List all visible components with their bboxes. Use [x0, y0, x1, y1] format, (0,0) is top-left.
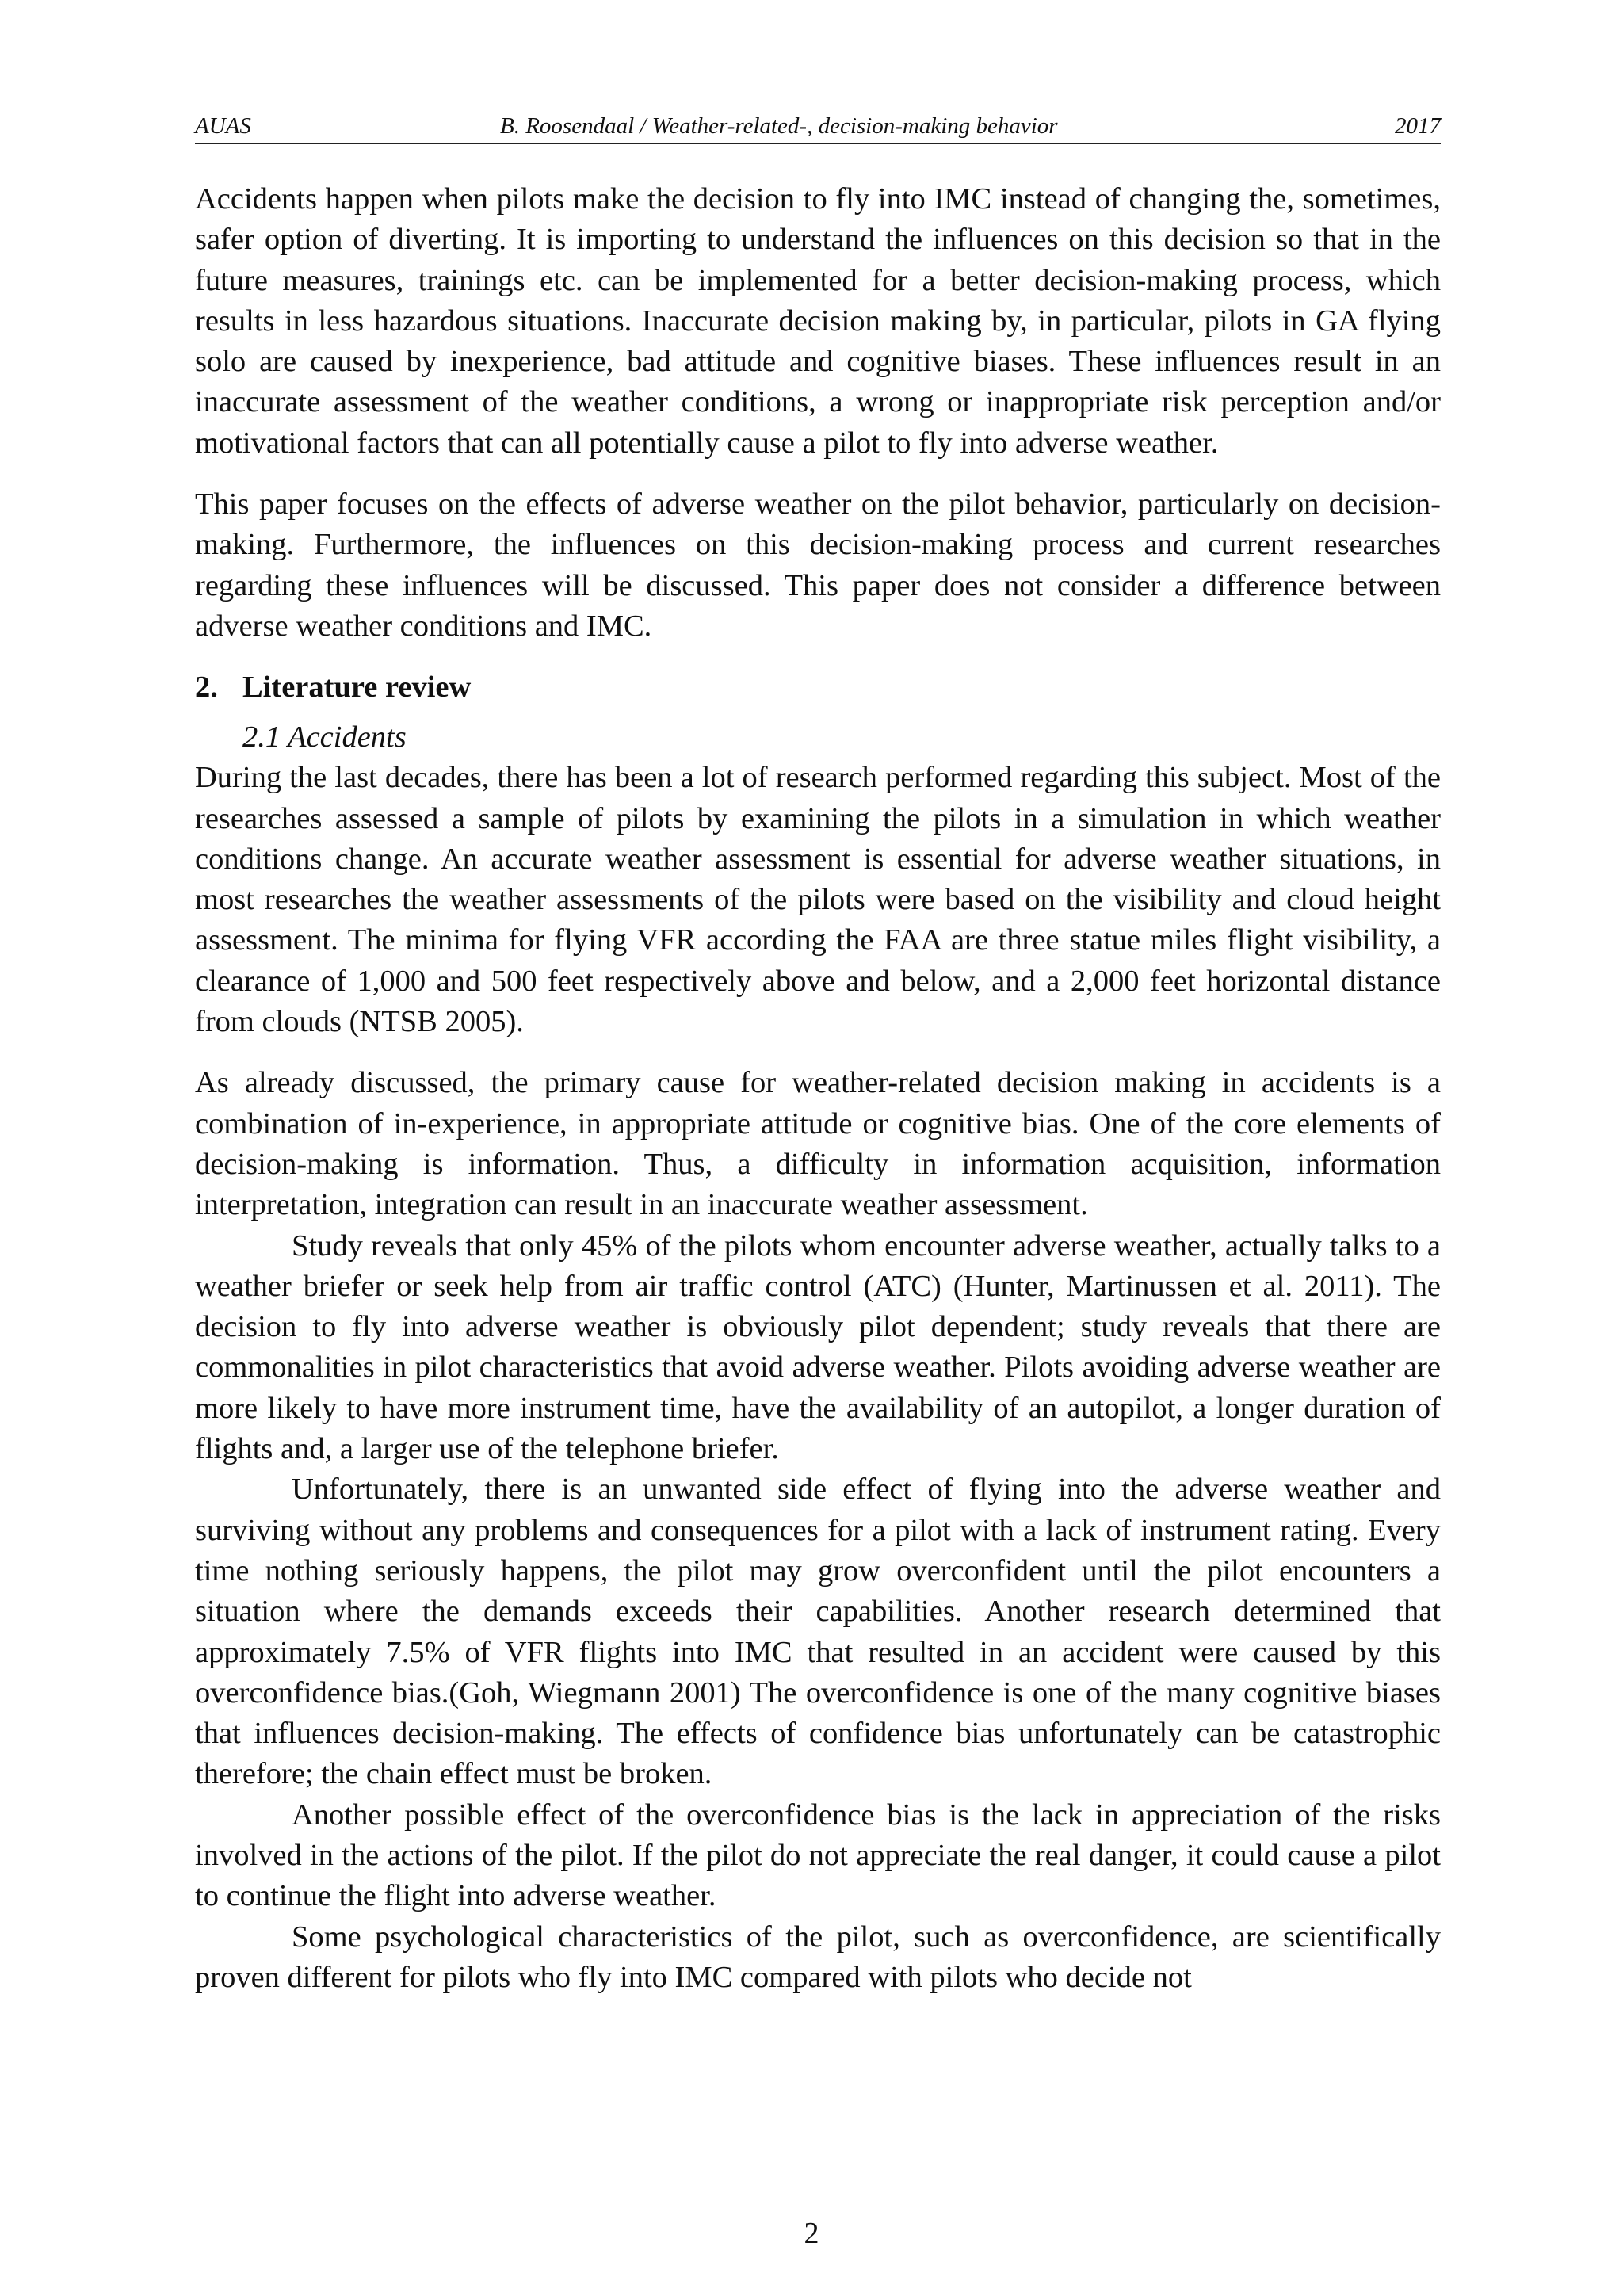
main-content — [195, 179, 1441, 1998]
paragraph-intro-2: This paper focuses on the effects of adverse weather on the pilot behavior, particularly on decision-making. Furthermore, the influences on this decision-making process and current researches regarding these influences will be discussed. This paper does not consider a difference between adverse weather conditions and IMC. — [195, 487, 1441, 643]
paragraph-intro-1: Accidents happen when pilots make the decision to fly into IMC instead of changing the, sometimes, safer option of diverting. It is importing to understand the influences on this decision so that in the future measures, trainings etc. can be implemented for a better decision-making process, which results in less hazardous situations. Inaccurate decision making by, in particular, pilots in GA flying solo are caused by inexperience, bad attitude and cognitive biases. These influences result in an inaccurate assessment of the weather conditions, a wrong or inappropriate risk perception and/or motivational factors that can all potentially cause a pilot to fly into adverse weather. — [195, 182, 1441, 460]
header-year: 2017 — [1395, 113, 1441, 139]
header-author-title: B. Roosendaal / Weather-related-, decision-making behavior — [500, 113, 1058, 139]
header-journal: AUAS — [195, 113, 251, 139]
section-number: 2. — [195, 670, 218, 705]
subsection-heading: 2.1 Accidents — [242, 720, 407, 755]
paragraph-accidents-2: As already discussed, the primary cause for weather-related decision making in accidents is a combination of in-experience, in appropriate attitude or cognitive bias. One of the core elements of decision-making is information. Thus, a difficulty in information acquisition, information interpretation, integration can result in an inaccurate weather assessment. — [195, 1066, 1441, 1222]
paragraph-accidents-1: During the last decades, there has been a lot of research performed regarding this subject. Most of the researches assessed a sample of pilots by examining the pilots in a simulation in which weather conditions change. An accurate weather assessment is essential for adverse weather situations, in most researches the weather assessments of the pilots were based on the visibility and cloud height assessment. The minima for flying VFR according the FAA are three statue miles flight visibility, a clearance of 1,000 and 500 feet respectively above and below, and a 2,000 feet horizontal distance from clouds (NTSB 2005). — [195, 761, 1441, 1039]
page-number: 2 — [804, 2217, 819, 2250]
running-header — [195, 111, 1441, 144]
section-title: Literature review — [242, 670, 472, 705]
paragraph-accidents-3: Study reveals that only 45% of the pilots whom encounter adverse weather, actually talks to a weather briefer or seek help from air traffic control (ATC) (Hunter, Martinussen et al. 2011). The decision to fly into adverse weather is obviously pilot dependent; study reveals that there are commonalities in pilot characteristics that avoid adverse weather. Pilots avoiding adverse weather are more likely to have more instrument time, have the availability of an autopilot, a longer duration of flights and, a larger use of the telephone briefer. — [195, 1228, 1441, 1466]
paragraph-accidents-5: Another possible effect of the overconfidence bias is the lack in appreciation of the risks involved in the actions of the pilot. If the pilot do not appreciate the real danger, it could cause a pilot to continue the flight into adverse weather. — [195, 1797, 1441, 1913]
paragraph-accidents-6: Some psychological characteristics of the pilot, such as overconfidence, are scientifically proven different for pilots who fly into IMC compared with pilots who decide not — [195, 1920, 1441, 1994]
section-heading — [195, 667, 1441, 708]
paragraph-accidents-4: Unfortunately, there is an unwanted side effect of flying into the adverse weather and surviving without any problems and consequences for a pilot with a lack of instrument rating. Every time nothing seriously happens, the pilot may grow overconfident until the pilot encounters a situation where the demands exceeds their capabilities. Another research determined that approximately 7.5% of VFR flights into IMC that resulted in an accident were caused by this overconfidence bias.(Goh, Wiegmann 2001) The overconfidence is one of the many cognitive biases that influences decision-making. The effects of confidence bias unfortunately can be catastrophic therefore; the chain effect must be broken. — [195, 1473, 1441, 1791]
